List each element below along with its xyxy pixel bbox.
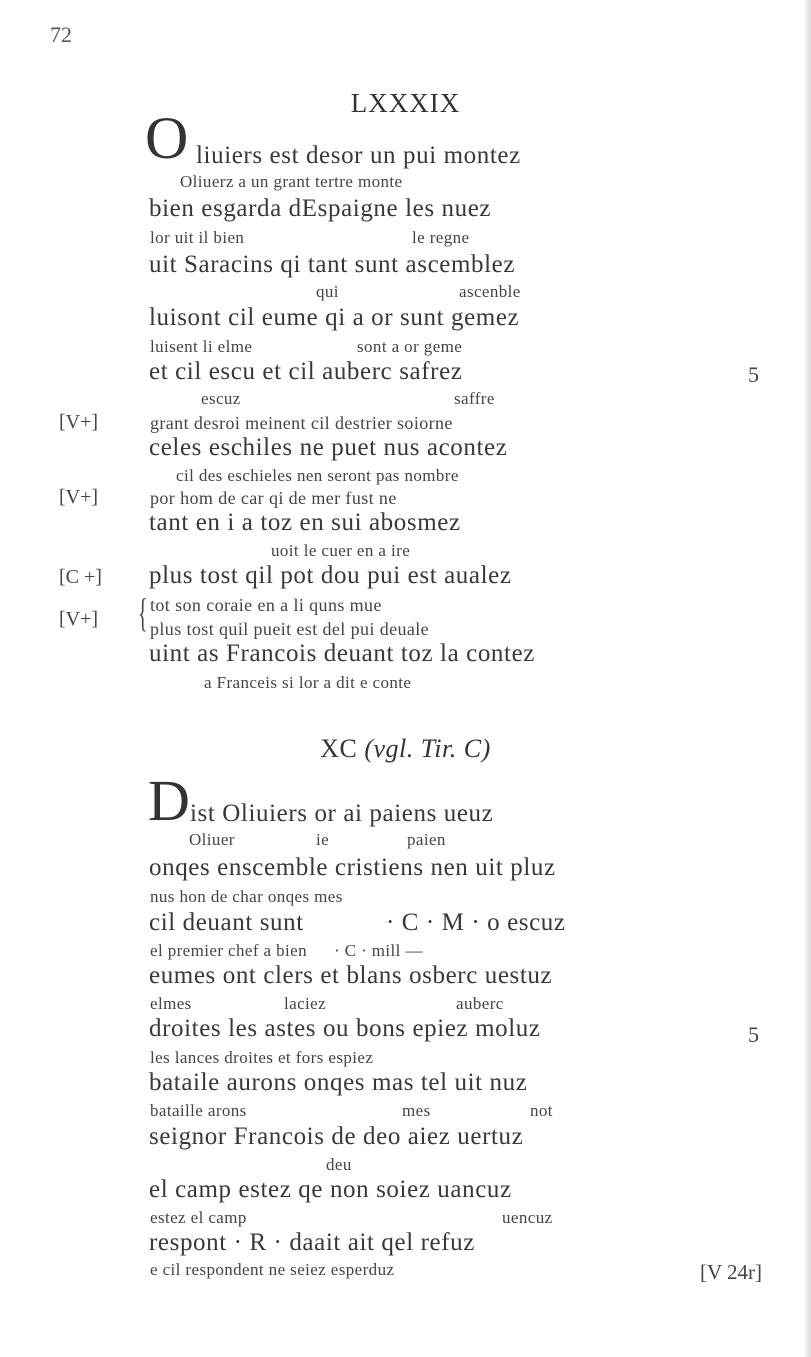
gloss-line: les lances droites et fors espiez xyxy=(150,1048,374,1067)
gloss-line: deu xyxy=(326,1155,352,1174)
verse-line: bien esgarda dEspaigne les nuez xyxy=(149,195,492,222)
drop-cap-initial: O xyxy=(145,105,189,171)
verse-line: celes eschiles ne puet nus acontez xyxy=(149,434,508,461)
gloss-line: a Franceis si lor a dit e conte xyxy=(204,673,412,692)
gloss-line: ie xyxy=(316,830,330,849)
verse-line: droites les astes ou bons epiez moluz xyxy=(149,1015,541,1042)
section-heading: LXXXIX xyxy=(350,88,461,118)
gloss-line: lor uit il bien xyxy=(150,228,245,247)
gloss-line: · C · mill — xyxy=(334,941,423,960)
gloss-line: Oliuerz a un grant tertre monte xyxy=(180,172,403,191)
gloss-line: auberc xyxy=(456,994,504,1013)
gloss-line: Oliuer xyxy=(189,830,235,849)
gloss-line: laciez xyxy=(284,994,327,1013)
margin-note: [V+] xyxy=(59,411,99,433)
margin-note: [C +] xyxy=(59,566,102,588)
verse-line: eumes ont clers et blans osberc uestuz xyxy=(149,962,553,989)
gloss-line: estez el camp xyxy=(150,1208,247,1227)
gloss-line: qui xyxy=(316,282,339,301)
gloss-line: luisent li elme xyxy=(150,337,253,356)
drop-cap-initial: D xyxy=(148,768,190,833)
verse-line: tant en i a toz en sui abosmez xyxy=(149,509,461,536)
gloss-line: saffre xyxy=(454,389,495,408)
gloss-line: uoit le cuer en a ire xyxy=(271,541,411,560)
gloss-line: elmes xyxy=(150,994,192,1013)
verse-line: et cil escu et cil auberc safrez xyxy=(149,358,463,385)
verse-line: onqes enscemble cristiens nen uit pluz xyxy=(149,854,556,881)
gloss-line: tot son coraie en a li quns mue xyxy=(150,595,382,615)
gloss-line: bataille arons xyxy=(150,1101,247,1120)
verse-line: ist Oliuiers or ai paiens ueuz xyxy=(190,800,494,827)
heading-note: (vgl. Tir. C) xyxy=(364,734,491,763)
verse-line: uit Saracins qi tant sunt ascemblez xyxy=(149,251,516,278)
brace-glyph: { xyxy=(138,590,148,635)
section-heading-xc xyxy=(0,734,811,764)
gloss-line: escuz xyxy=(201,389,241,408)
verse-line: plus tost qil pot dou pui est aualez xyxy=(149,562,512,589)
verse-line: luisont cil eume qi a or sunt gemez xyxy=(149,304,520,331)
gloss-line: e cil respondent ne seiez esperduz xyxy=(150,1260,395,1279)
gloss-line: por hom de car qi de mer fust ne xyxy=(150,488,397,508)
section-heading: XC xyxy=(320,734,358,763)
folio-reference: [V 24r] xyxy=(700,1260,763,1284)
verse-line: uint as Francois deuant toz la contez xyxy=(149,640,535,667)
gloss-line: mes xyxy=(402,1101,431,1120)
verse-line: respont · R · daait ait qel refuz xyxy=(149,1229,475,1256)
verse-line: bataile aurons onqes mas tel uit nuz xyxy=(149,1069,528,1096)
verse-line: liuiers est desor un pui montez xyxy=(196,142,521,169)
gloss-line: uencuz xyxy=(502,1208,553,1227)
verse-number: 5 xyxy=(748,362,759,387)
verse-line: el camp estez qe non soiez uancuz xyxy=(149,1176,512,1203)
gloss-line: le regne xyxy=(412,228,470,247)
margin-note: [V+] xyxy=(59,486,99,508)
gloss-line: ascenble xyxy=(459,282,521,301)
margin-note: [V+] xyxy=(59,608,99,630)
page-number: 72 xyxy=(50,22,72,47)
gloss-line: sont a or geme xyxy=(357,337,463,356)
gloss-line: cil des eschieles nen seront pas nombre xyxy=(176,466,459,485)
gloss-line: grant desroi meinent cil destrier soiorne xyxy=(150,413,453,433)
verse-line: seignor Francois de deo aiez uertuz xyxy=(149,1123,524,1150)
gloss-line: plus tost quil pueit est del pui deuale xyxy=(150,619,430,639)
gloss-line: el premier chef a bien xyxy=(150,941,307,960)
verse-number: 5 xyxy=(748,1022,759,1047)
gloss-line: not xyxy=(530,1101,553,1120)
gloss-line: nus hon de char onqes mes xyxy=(150,887,343,906)
page-edge xyxy=(805,0,811,1357)
verse-line: · C · M · o escuz xyxy=(386,909,566,936)
verse-line: cil deuant sunt xyxy=(149,909,304,936)
gloss-line: paien xyxy=(407,830,446,849)
